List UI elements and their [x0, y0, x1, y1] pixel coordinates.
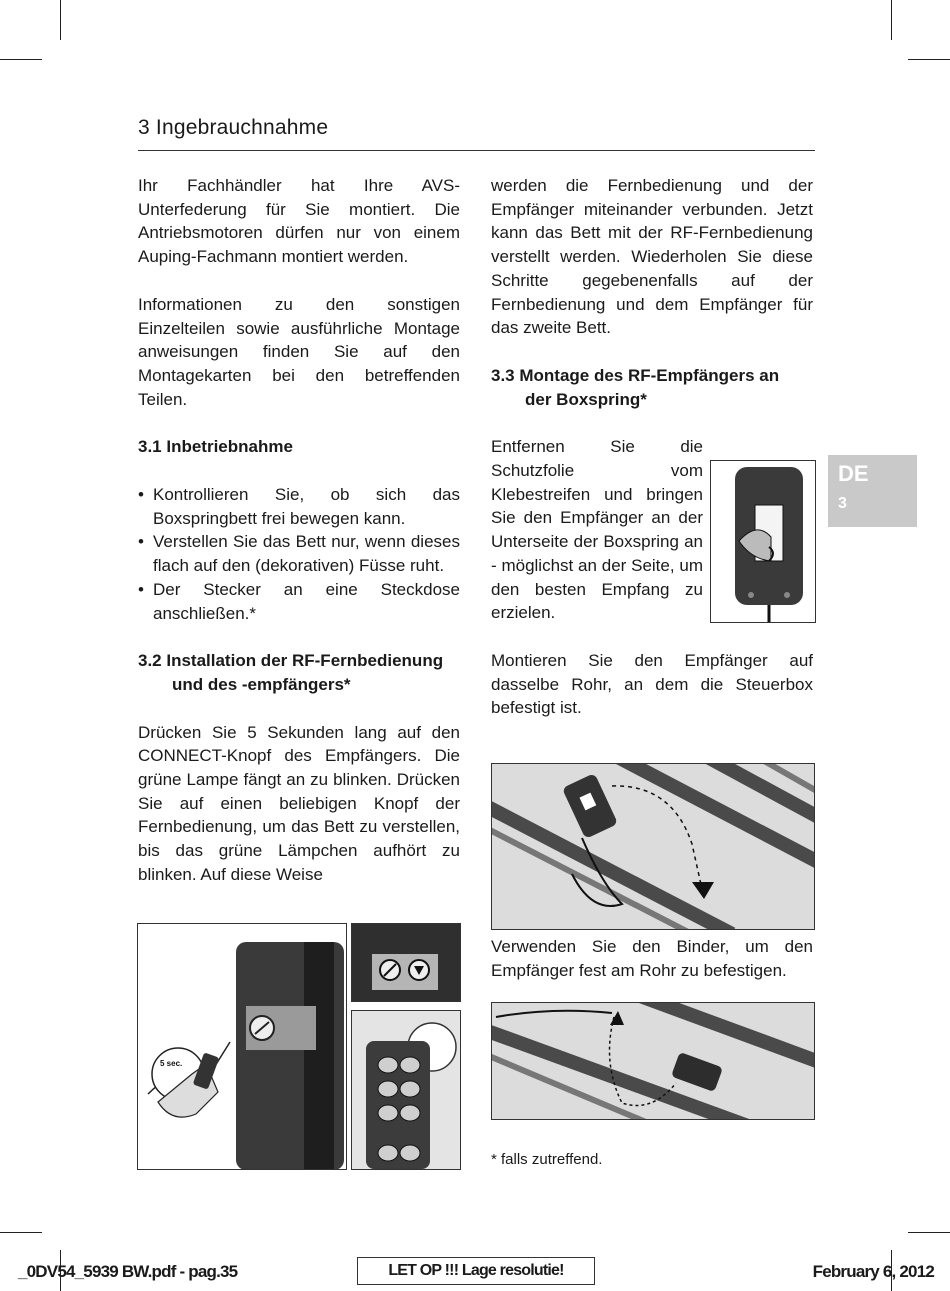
crop-mark — [60, 0, 61, 40]
crop-mark — [891, 0, 892, 40]
checklist — [138, 483, 460, 625]
section-3-2-heading — [138, 649, 460, 696]
mount-paragraph: Montieren Sie den Empfänger auf dasselbe Rohr, an dem die Steuerbox befestigt ist. — [491, 650, 813, 718]
left-column — [138, 174, 460, 887]
page-title: 3 Ingebrauchnahme — [138, 116, 329, 139]
receiver-adhesive-figure — [710, 460, 816, 623]
crop-mark — [908, 1232, 950, 1233]
intro-paragraph-2: Informationen zu den sonstigen Einzelteilen sowie ausführliche Montage anweisungen finden Sie auf den Montagekarten bei den betreffenden Teilen. — [138, 294, 460, 409]
binder-text-block — [491, 935, 813, 982]
binder-paragraph: Verwenden Sie den Binder, um den Empfänger fest am Rohr zu befestigen. — [491, 937, 813, 980]
crop-mark — [0, 59, 42, 60]
section-3-3-heading-line-1: 3.3 Montage des RF-Empfängers an — [491, 365, 780, 385]
receiver-connect-figure — [137, 923, 347, 1170]
five-seconds-label: 5 sec. — [160, 1059, 183, 1068]
list-item: • Verstellen Sie das Bett nur, wenn dieses flach auf den (dekorativen) Füsse ruht. — [138, 530, 460, 577]
continued-paragraph: werden die Fernbedienung und der Empfänger miteinander verbunden. Jetzt kann das Bett mit der RF-Fernbedienung verstellt werden. Wiederholen Sie diese Schritte gegebenenfalls auf der Fernbedienung und dem Empfänger für das zweite Bett. — [491, 176, 813, 338]
section-3-2-text: Drücken Sie 5 Sekunden lang auf den CONNECT-Knopf des Empfängers. Die grüne Lampe fängt an zu blinken. Drücken Sie auf einen beliebigen Knopf der Fernbedienung, um das Bett zu verstellen, bis das grüne Lämpchen aufhört zu blinken. Auf diese Weise — [138, 722, 460, 884]
connect-button-detail-figure — [351, 923, 461, 1002]
crop-mark — [0, 1232, 42, 1233]
intro-paragraph-1: Ihr Fachhändler hat Ihre AVS-Unterfederung für Sie montiert. Die Antriebsmotoren dürfen nur von einem Auping-Fachmann montiert werden. — [138, 176, 460, 267]
footnote: * falls zutreffend. — [491, 1151, 603, 1168]
right-column — [491, 174, 813, 720]
language-tab — [828, 455, 917, 527]
section-3-2-heading-line-1: 3.2 Installation der RF-Fernbedienung — [138, 651, 444, 671]
language-code: DE — [838, 461, 869, 486]
footer-filename: _0DV54_5939 BW.pdf - pag.35 — [18, 1262, 238, 1281]
title-rule — [138, 150, 815, 151]
remote-keypad-figure — [351, 1010, 461, 1170]
section-3-2-heading-line-2: und des -empfängers* — [172, 674, 351, 694]
binder-figure — [491, 1002, 815, 1120]
section-3-3-heading — [491, 364, 813, 411]
list-item: • Kontrollieren Sie, ob sich das Boxspringbett frei bewegen kann. — [138, 483, 460, 530]
footer-warning-box: LET OP !!! Lage resolutie! — [357, 1257, 595, 1285]
section-3-1-heading: 3.1 Inbetriebnahme — [138, 437, 293, 457]
list-item: • Der Stecker an eine Steckdose anschließen.* — [138, 578, 460, 625]
section-3-3-heading-line-2: der Boxspring* — [525, 389, 647, 409]
section-3-3-text: Entfernen Sie die Schutzfolie vom Klebestreifen und bringen Sie den Empfänger an der Unterseite der Boxspring an - möglichst an der Seite, um den besten Empfang zu erzielen. — [491, 437, 703, 623]
footer-date: February 6, 2012 — [812, 1262, 934, 1281]
crop-mark — [908, 59, 950, 60]
receiver-on-tube-figure — [491, 763, 815, 930]
chapter-number: 3 — [838, 495, 847, 512]
